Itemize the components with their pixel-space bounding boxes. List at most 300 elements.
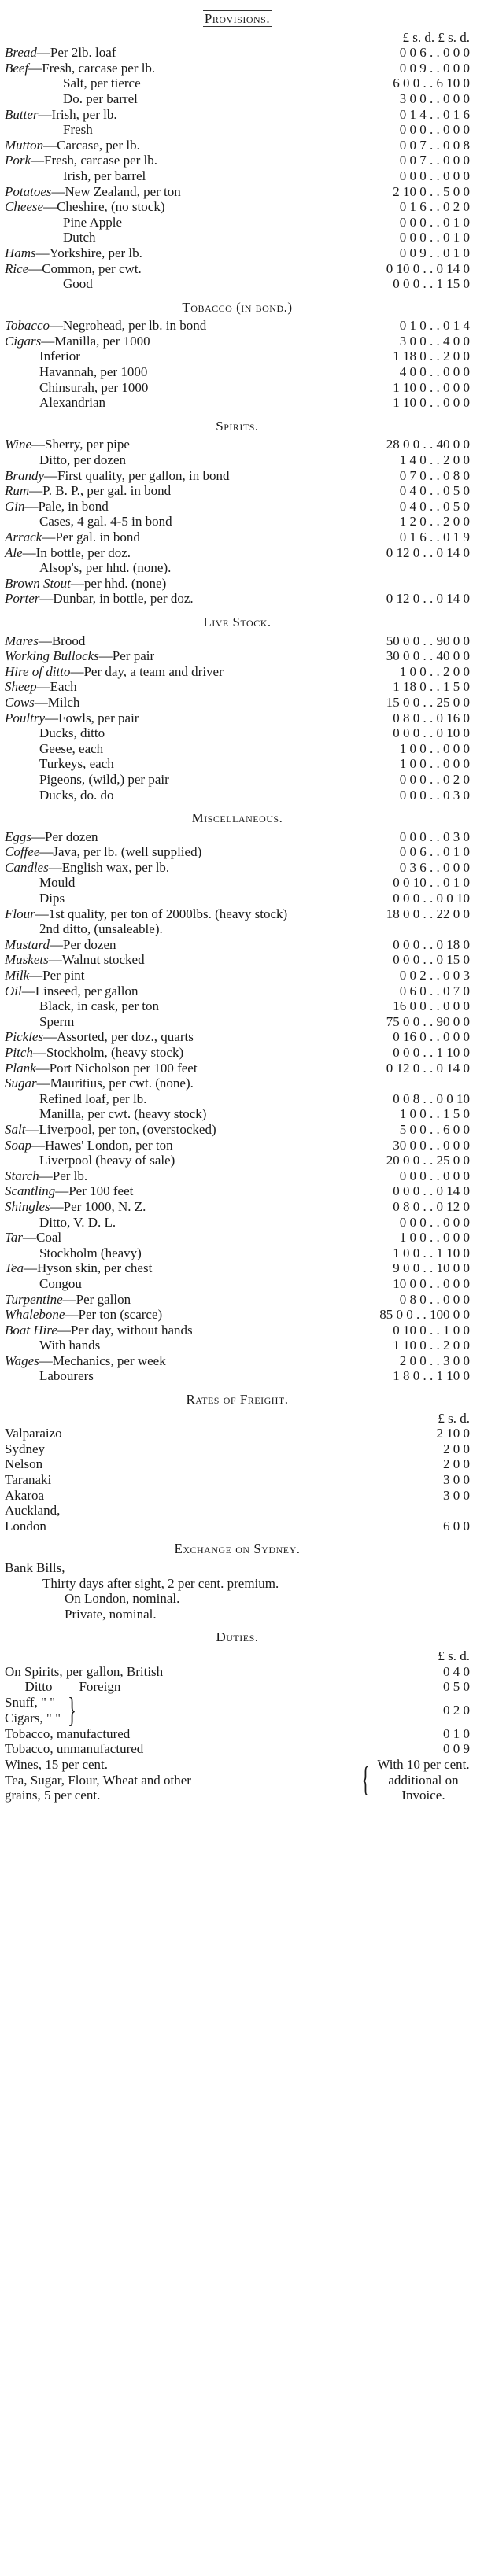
price-row [5, 710, 470, 726]
item-price: 1 0 0 . . 1 5 0 [399, 1106, 470, 1122]
item-description: —Mechanics, per week [39, 1353, 166, 1368]
price-row [5, 952, 470, 968]
item-category: Working Bullocks [5, 648, 99, 664]
item-description: Dips [39, 891, 65, 906]
item-description: —Port Nicholson per 100 feet [35, 1060, 198, 1076]
item-category: Candles [5, 859, 49, 875]
item-label [39, 891, 344, 906]
item-label [5, 679, 344, 695]
item-label [39, 1014, 344, 1030]
item-label [63, 215, 344, 231]
price-row [5, 591, 470, 607]
item-price: 85 0 0 . . 100 0 0 [379, 1307, 470, 1323]
item-price: 0 0 9 [443, 1741, 470, 1757]
item-label [5, 1472, 397, 1488]
section-title-text: Provisions. [204, 11, 271, 26]
item-category: Sugar [5, 1076, 37, 1091]
item-label [5, 1292, 344, 1308]
item-price: 18 0 0 . . 22 0 0 [386, 906, 470, 921]
item-description: Geese, each [39, 740, 104, 756]
item-description: —Per 1000, N. Z. [50, 1198, 146, 1214]
item-description: Ditto, V. D. L. [39, 1214, 116, 1230]
item-label [5, 153, 344, 168]
price-row [5, 1045, 470, 1061]
price-row [5, 215, 470, 231]
item-price: 0 4 0 . . 0 5 0 [399, 498, 470, 514]
item-description: —Yorkshire, per lb. [35, 245, 142, 260]
brace-item: Cigars, " " [5, 1710, 61, 1725]
item-label [5, 261, 344, 277]
section-title [5, 1541, 470, 1557]
price-row [5, 437, 470, 452]
item-label [39, 452, 344, 468]
item-price: 10 0 0 . . 0 0 0 [393, 1275, 470, 1291]
price-row [5, 1292, 470, 1308]
item-category: Hire of ditto [5, 663, 71, 679]
item-price: 0 0 9 . . 0 0 0 [399, 60, 470, 76]
item-category: Boat Hire [5, 1322, 57, 1338]
price-row [5, 1307, 470, 1323]
item-label [5, 829, 344, 845]
item-category: Tea [5, 1260, 24, 1276]
price-row [5, 261, 470, 277]
item-price: 1 10 0 . . 0 0 0 [393, 379, 470, 395]
item-label [5, 664, 344, 680]
price-row [5, 1519, 470, 1534]
item-category: Starch [5, 1168, 39, 1183]
item-category: Brandy [5, 467, 45, 483]
item-description: Irish, per barrel [63, 168, 146, 183]
item-label [5, 906, 344, 922]
section-title [5, 1629, 470, 1645]
price-row [5, 1472, 470, 1488]
price-row [5, 1323, 470, 1338]
price-column-header: £ s. d. £ s. d. [402, 29, 470, 45]
price-row [5, 1138, 470, 1153]
item-price: 2 0 0 [443, 1456, 470, 1472]
price-row [5, 1488, 470, 1504]
item-description: Ditto Foreign [5, 1679, 121, 1695]
price-row [5, 1199, 470, 1215]
item-price: 0 0 0 . . 0 1 0 [399, 214, 470, 230]
item-description: Turkeys, each [39, 756, 114, 772]
item-description: Inferior [39, 349, 80, 364]
item-description: —Per 2lb. loaf [36, 45, 116, 61]
item-price: 0 0 0 . . 0 14 0 [393, 1183, 470, 1199]
section-title-text: Tobacco (in bond.) [182, 299, 293, 315]
exchange-line: On London, nominal. [65, 1591, 180, 1607]
item-price: 0 0 0 . . 0 0 10 [393, 891, 470, 906]
price-row [5, 318, 470, 334]
item-label [5, 530, 344, 545]
item-category: Salt [5, 1121, 26, 1137]
item-label [5, 937, 344, 953]
item-price: 1 0 0 . . 0 0 0 [399, 740, 470, 756]
item-label [5, 107, 344, 123]
item-description: Liverpool (heavy of sale) [39, 1153, 175, 1168]
item-price: 0 1 6 . . 0 2 0 [399, 199, 470, 215]
item-label [39, 875, 344, 891]
item-price: 6 0 0 . . 6 10 0 [393, 76, 470, 91]
price-row [5, 1664, 470, 1680]
item-category: Hams [5, 245, 36, 260]
item-label [39, 1276, 344, 1292]
item-category: Pork [5, 153, 31, 168]
item-label [5, 199, 344, 215]
price-row [5, 937, 470, 953]
item-label [5, 1061, 344, 1076]
item-description: —Hawes' London, per ton [31, 1137, 173, 1153]
item-price: 0 12 0 . . 0 14 0 [386, 544, 470, 560]
item-category: Muskets [5, 952, 49, 968]
item-label [39, 1368, 344, 1384]
exchange-line: Bank Bills, [5, 1560, 65, 1575]
price-row [5, 772, 470, 788]
item-label [5, 1664, 397, 1680]
item-description: Fresh [63, 122, 93, 138]
price-row [5, 499, 470, 515]
price-row [5, 860, 470, 876]
freight-header: £ s. d. [438, 1410, 470, 1426]
price-row [5, 1353, 470, 1369]
section-title [5, 810, 470, 826]
item-label [39, 772, 344, 788]
price-row [5, 1338, 470, 1353]
item-price: 0 0 6 . . 0 0 0 [399, 45, 470, 61]
item-label [39, 756, 344, 772]
section-title-text: Live Stock. [203, 614, 272, 629]
price-row [5, 741, 470, 757]
item-description: Manilla, per cwt. (heavy stock) [39, 1106, 207, 1122]
item-label [5, 1519, 397, 1534]
item-category: Coffee [5, 844, 40, 860]
price-row [5, 1215, 470, 1231]
price-row [5, 1014, 470, 1030]
item-price: 1 0 0 . . 1 10 0 [393, 1245, 470, 1260]
item-description: Ditto, per dozen [39, 452, 126, 468]
item-category: Whalebone [5, 1307, 65, 1323]
item-description: On Spirits, per gallon, British [5, 1663, 164, 1679]
item-price: 0 1 0 . . 0 1 4 [399, 318, 470, 334]
item-description: —Per dozen [50, 936, 116, 952]
wines-left-line: grains, 5 per cent. [5, 1788, 101, 1803]
section-title [5, 614, 470, 630]
price-row [5, 276, 470, 292]
item-price: 3 0 0 [443, 1487, 470, 1503]
item-label [5, 1168, 344, 1184]
item-category: Shingles [5, 1198, 50, 1214]
item-price: 0 0 0 . . 0 0 0 [399, 1168, 470, 1183]
item-description: —per hhd. (none) [70, 575, 167, 591]
item-price: 0 0 0 . . 1 15 0 [393, 276, 470, 292]
item-label [39, 725, 344, 741]
item-price: 0 0 0 . . 0 10 0 [393, 725, 470, 741]
item-price: 0 0 0 . . 0 0 0 [399, 1214, 470, 1230]
item-price: 0 1 6 . . 0 1 9 [399, 530, 470, 544]
item-price: 0 4 0 . . 0 5 0 [399, 483, 470, 499]
item-label [63, 91, 344, 107]
price-row [5, 76, 470, 91]
item-label [5, 1353, 344, 1369]
item-label [39, 1246, 344, 1261]
item-description: Black, in cask, per ton [39, 998, 160, 1014]
item-description: Mould [39, 875, 76, 891]
item-price: 0 8 0 . . 0 0 0 [399, 1291, 470, 1307]
item-label [39, 1215, 344, 1231]
item-description: Salt, per tierce [63, 76, 141, 91]
item-description: —Each [36, 679, 77, 695]
item-description: —Irish, per lb. [38, 106, 117, 122]
item-description: Chinsurah, per 1000 [39, 379, 149, 395]
item-label [5, 968, 344, 984]
item-label [39, 1091, 344, 1107]
item-label [63, 230, 344, 245]
item-description: —Per dozen [31, 829, 98, 844]
item-description: —Pale, in bond [24, 498, 109, 514]
price-row [5, 230, 470, 245]
item-category: Porter [5, 591, 40, 607]
item-price: 0 0 8 . . 0 0 10 [393, 1091, 470, 1106]
item-label [5, 1029, 344, 1045]
item-description: —Linseed, per gallon [21, 983, 139, 998]
item-price: 0 0 0 . . 0 15 0 [393, 952, 470, 968]
item-price: 15 0 0 . . 25 0 0 [386, 694, 470, 710]
item-label [5, 1741, 397, 1757]
item-description: —Assorted, per doz., quarts [43, 1029, 194, 1045]
item-price: 0 6 0 . . 0 7 0 [399, 983, 470, 998]
brace-item: Snuff, " " [5, 1695, 56, 1711]
price-row [5, 1230, 470, 1246]
item-label [5, 1230, 344, 1246]
item-price: 0 0 0 . . 0 0 0 [399, 122, 470, 138]
item-description: —P. B. P., per gal. in bond [29, 483, 172, 499]
duties-header: £ s. d. [438, 1648, 470, 1663]
exchange-line: Private, nominal. [65, 1606, 157, 1622]
item-category: Soap [5, 1137, 31, 1153]
item-category: Rum [5, 483, 30, 499]
item-category: Arrack [5, 530, 42, 544]
item-description: —Common, per cwt. [28, 260, 142, 276]
item-description: Sydney [5, 1441, 45, 1456]
price-row [5, 107, 470, 123]
item-label [39, 560, 344, 576]
item-label [39, 788, 344, 803]
item-category: Pitch [5, 1045, 33, 1060]
price-row [5, 395, 470, 411]
item-description: Tobacco, unmanufactured [5, 1741, 144, 1757]
price-row [5, 875, 470, 891]
item-description: Alexandrian [39, 395, 106, 411]
item-category: Gin [5, 498, 25, 514]
price-row [5, 1168, 470, 1184]
item-description: Havannah, per 1000 [39, 364, 148, 380]
price-row [5, 648, 470, 664]
item-description: —Per day, a team and driver [70, 663, 224, 679]
item-description: —English wax, per lb. [48, 859, 170, 875]
item-price: 2 10 0 [436, 1426, 470, 1441]
item-label [5, 1122, 344, 1138]
item-description: —Stockholm, (heavy stock) [32, 1045, 184, 1060]
item-label [5, 952, 344, 968]
item-category: Mustard [5, 936, 50, 952]
brace-glyph: { [361, 1760, 370, 1799]
price-row [5, 1368, 470, 1384]
item-price: 0 12 0 . . 0 14 0 [386, 591, 470, 607]
item-description: —Per gallon [62, 1291, 131, 1307]
price-row [5, 1029, 470, 1045]
item-description: —In bottle, per doz. [22, 544, 131, 560]
wines-right-line: additional on [388, 1772, 459, 1788]
item-description: —Brood [38, 633, 86, 648]
item-label [5, 1138, 344, 1153]
wines-right-line: Invoice. [401, 1788, 445, 1803]
price-row [5, 349, 470, 364]
price-row [5, 1153, 470, 1168]
item-description: Pigeons, (wild,) per pair [39, 771, 169, 787]
price-row [5, 695, 470, 710]
price-row [5, 560, 470, 576]
item-description: —Hyson skin, per chest [23, 1260, 153, 1276]
item-price: 1 10 0 . . 0 0 0 [393, 395, 470, 411]
item-description: Ducks, ditto [39, 725, 105, 741]
item-description: Auckland, [5, 1503, 61, 1519]
item-label [5, 1323, 344, 1338]
item-label [39, 380, 344, 396]
price-row [5, 1246, 470, 1261]
item-price: 1 0 0 . . 0 0 0 [399, 1230, 470, 1246]
section-title [5, 419, 470, 434]
item-description: —Sherry, per pipe [31, 437, 130, 452]
item-description: Refined loaf, per lb. [39, 1091, 147, 1106]
item-label [5, 545, 344, 561]
item-description: —New Zealand, per ton [51, 183, 181, 199]
item-description: Akaroa [5, 1487, 45, 1503]
item-label [5, 1076, 344, 1091]
item-price: 0 0 0 . . 1 10 0 [393, 1045, 470, 1060]
item-description: —Per pair [98, 648, 155, 664]
item-category: Wine [5, 437, 31, 452]
item-category: Mutton [5, 137, 44, 153]
price-row [5, 91, 470, 107]
price-row [5, 483, 470, 499]
item-description: London [5, 1518, 46, 1533]
item-label [5, 576, 344, 592]
item-price: 20 0 0 . . 25 0 0 [386, 1153, 470, 1168]
item-label [5, 710, 344, 726]
item-price: 2 0 0 . . 3 0 0 [399, 1353, 470, 1368]
price-row [5, 1076, 470, 1091]
item-price: 0 10 0 . . 0 14 0 [386, 260, 470, 276]
price-row [5, 1456, 470, 1472]
section-title-text: Exchange on Sydney. [174, 1541, 301, 1557]
item-price: 0 0 10 . . 0 1 0 [393, 875, 470, 891]
price-row [5, 545, 470, 561]
item-label [5, 1679, 397, 1695]
price-row [5, 576, 470, 592]
price-row [5, 138, 470, 153]
item-description: —Per lb. [39, 1168, 88, 1183]
item-label [5, 1260, 344, 1276]
item-price: 1 18 0 . . 2 0 0 [393, 349, 470, 364]
item-description: —Negrohead, per lb. in bond [50, 318, 207, 334]
item-price: 16 0 0 . . 0 0 0 [393, 998, 470, 1014]
item-category: Cigars [5, 333, 42, 349]
item-price: 0 0 6 . . 0 1 0 [399, 844, 470, 860]
item-label [39, 1153, 344, 1168]
item-label [5, 45, 344, 61]
price-row [5, 1122, 470, 1138]
price-row [5, 364, 470, 380]
item-price: 0 1 4 . . 0 1 6 [399, 106, 470, 122]
item-description: —Walnut stocked [48, 952, 145, 968]
price-row [5, 1091, 470, 1107]
price-row [5, 788, 470, 803]
item-price: 0 0 9 . . 0 1 0 [399, 245, 470, 260]
price-row [5, 184, 470, 200]
item-price: 30 0 0 . . 0 0 0 [393, 1137, 470, 1153]
item-label [5, 184, 344, 200]
item-description: —Coal [23, 1230, 62, 1246]
item-category: Scantling [5, 1183, 56, 1199]
item-price: 0 7 0 . . 0 8 0 [399, 467, 470, 483]
item-description: —First quality, per gallon, in bond [44, 467, 230, 483]
item-category: Flour [5, 906, 35, 921]
item-price: 2 10 0 . . 5 0 0 [393, 183, 470, 199]
item-description: —Per day, without hands [57, 1322, 193, 1338]
item-label [5, 1199, 344, 1215]
price-row [5, 380, 470, 396]
item-description: Stockholm (heavy) [39, 1245, 142, 1260]
item-price: 1 4 0 . . 2 0 0 [399, 452, 470, 468]
item-price: 0 0 7 . . 0 0 0 [399, 153, 470, 168]
price-row [5, 468, 470, 484]
price-row [5, 891, 470, 906]
item-description: —Dunbar, in bottle, per doz. [39, 591, 194, 607]
item-category: Rice [5, 260, 29, 276]
item-description: Do. per barrel [63, 90, 138, 106]
price-row [5, 199, 470, 215]
brace-price: 0 2 0 [443, 1702, 470, 1718]
price-row [5, 1183, 470, 1199]
item-label [39, 364, 344, 380]
price-row [5, 1106, 470, 1122]
item-label [39, 998, 344, 1014]
item-label [5, 1045, 344, 1061]
price-row [5, 530, 470, 545]
item-description: With hands [39, 1338, 101, 1353]
item-description: —1st quality, per ton of 2000lbs. (heavy stock) [35, 906, 288, 921]
wines-duty-group [5, 1757, 470, 1803]
item-category: Ale [5, 544, 23, 560]
price-row [5, 61, 470, 76]
item-description: Tobacco, manufactured [5, 1725, 131, 1741]
item-label [5, 1456, 397, 1472]
item-label [39, 514, 344, 530]
item-label [5, 633, 344, 649]
item-price: 3 0 0 . . 4 0 0 [399, 333, 470, 349]
item-description: —Mauritius, per cwt. (none). [36, 1076, 194, 1091]
price-row [5, 1503, 470, 1519]
section-title-text: Duties. [216, 1629, 259, 1645]
item-description: —Fresh, carcase per lb. [31, 153, 158, 168]
wines-left [5, 1757, 354, 1803]
item-category: Potatoes [5, 183, 52, 199]
brace-glyph: } [68, 1690, 76, 1729]
item-description: Cases, 4 gal. 4-5 in bond [39, 514, 172, 530]
item-price: 0 3 6 . . 0 0 0 [399, 859, 470, 875]
item-label [5, 245, 344, 261]
price-row [5, 968, 470, 984]
